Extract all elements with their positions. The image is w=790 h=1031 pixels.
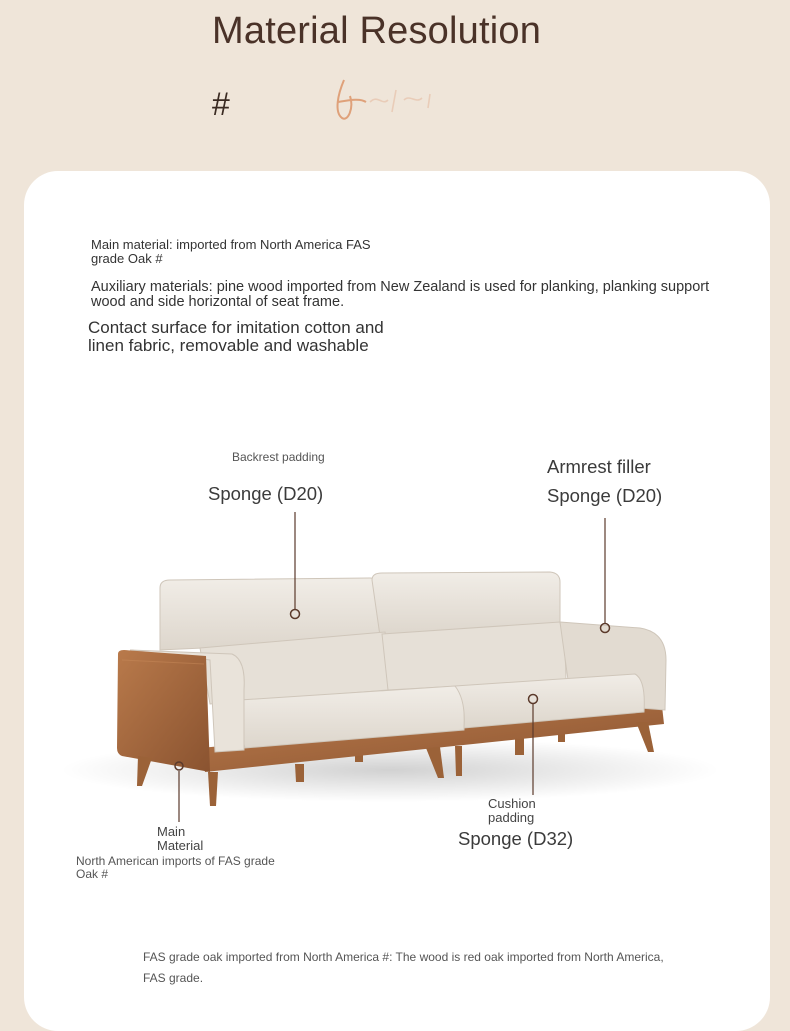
footer-note: FAS grade oak imported from North America #: The wood is red oak imported from North America, FAS grade.	[143, 950, 664, 985]
main-material-title: Main Material	[157, 824, 204, 853]
main-material-desc: North American imports of FAS grade Oak #	[76, 854, 275, 881]
armrest-value: Sponge (D20)	[547, 485, 663, 506]
page-title: Material Resolution	[212, 10, 542, 52]
backrest-title: Backrest padding	[232, 450, 325, 464]
content-card	[24, 171, 770, 1031]
sofa-illustration	[24, 171, 770, 871]
main-material-text: Main material: imported from North America FAS grade Oak #	[91, 237, 371, 266]
cushion-title: Cushion padding	[488, 796, 536, 825]
backrest-value: Sponge (D20)	[208, 483, 324, 504]
auxiliary-material-text: Auxiliary materials: pine wood imported from New Zealand is used for planking, planking support wood and side horizontal of seat frame.	[91, 279, 710, 311]
contact-surface-text: Contact surface for imitation cotton and linen fabric, removable and washable	[88, 318, 384, 355]
hash-mark: #	[212, 86, 230, 122]
armrest-title: Armrest filler	[547, 456, 651, 477]
cushion-value: Sponge (D32)	[458, 828, 574, 849]
signature-decoration	[330, 72, 460, 132]
